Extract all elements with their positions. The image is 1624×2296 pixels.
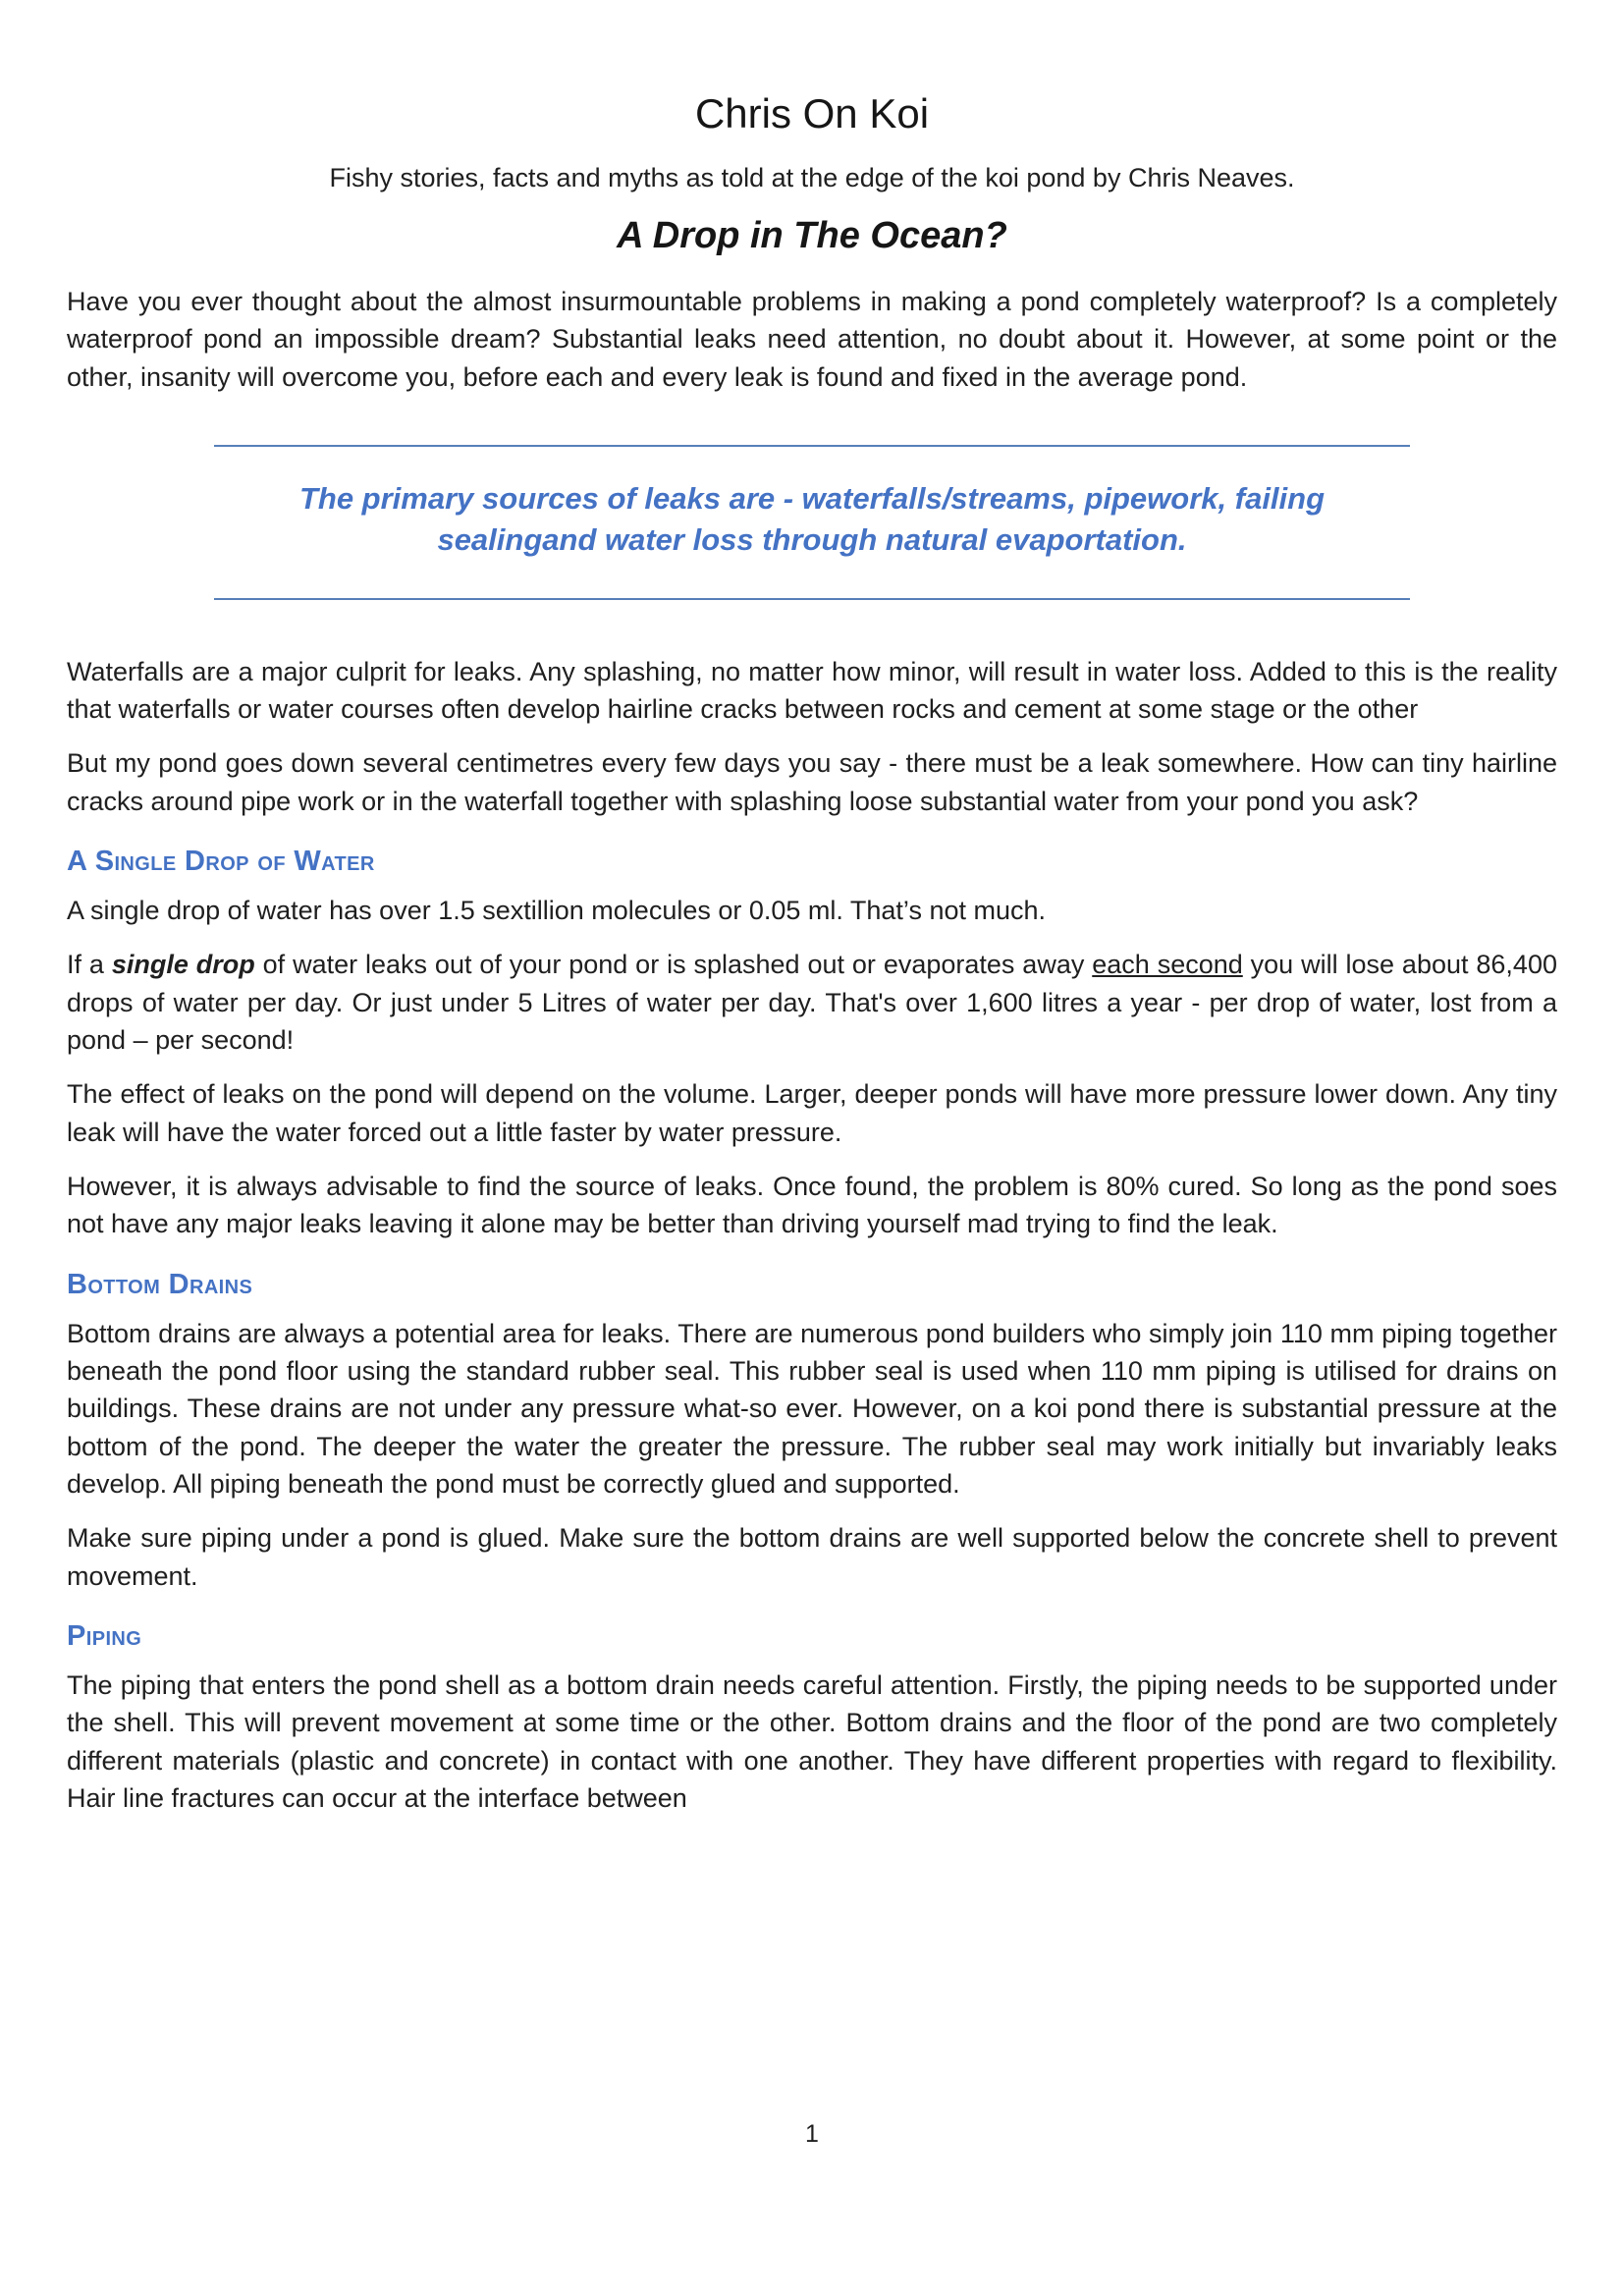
text-segment: If a bbox=[67, 950, 112, 980]
pull-quote-line-2: sealingand water loss through natural evaportation. bbox=[437, 521, 1187, 557]
paragraph-however-advisable: However, it is always advisable to find the source of leaks. Once found, the problem is 80% cured. So long as the pond soes not have any major leaks leaving it alone may be better than driving yourself mad trying to find the leak. bbox=[67, 1171, 1557, 1239]
bold-italic-segment: single drop bbox=[111, 950, 255, 980]
paragraph-if-single-drop bbox=[67, 946, 1557, 1059]
page-number: 1 bbox=[805, 2120, 819, 2148]
paragraph-make-sure: Make sure piping under a pond is glued. Make sure the bottom drains are well supported below the concrete shell to prevent movement. bbox=[67, 1523, 1557, 1591]
paragraph-but-my-pond: But my pond goes down several centimetres every few days you say - there must be a leak somewhere. How can tiny hairline cracks around pipe work or in the waterfall together with splashing loose substantial water from your pond you ask? bbox=[67, 748, 1557, 816]
text-segment: of water leaks out of your pond or is splashed out or evaporates away bbox=[254, 950, 1093, 980]
underlined-segment: each second bbox=[1092, 950, 1243, 980]
article-title: A Drop in The Ocean? bbox=[617, 215, 1007, 256]
page-title: Chris On Koi bbox=[694, 90, 930, 137]
section-heading-bottom-drains: Bottom Drains bbox=[67, 1268, 253, 1300]
paragraph-effect-of-leaks: The effect of leaks on the pond will depend on the volume. Larger, deeper ponds will have more pressure lower down. Any tiny leak will have the water forced out a little faster by water pressure. bbox=[67, 1079, 1557, 1147]
paragraph-piping: The piping that enters the pond shell as a bottom drain needs careful attention. Firstly, the piping needs to be supported under the shell. This will prevent movement at some time or the other. Bottom drains and the floor of the pond are two completely different materials (plastic and concrete) in contact with one another. They have different properties with regard to flexibility. Hair line fractures can occur at the interface between bbox=[67, 1669, 1557, 1813]
section-heading-single-drop: A Single Drop of Water bbox=[67, 845, 375, 877]
paragraph-intro: Have you ever thought about the almost insurmountable problems in making a pond completely waterproof? Is a completely waterproof pond an impossible dream? Substantial leaks need attention, no doubt about it. However, at some point or the other, insanity will overcome you, before each and every leak is found and fixed in the average pond. bbox=[67, 287, 1557, 392]
pull-quote-line-1: The primary sources of leaks are - waterfalls/streams, pipework, failing bbox=[298, 480, 1326, 516]
text-segment: you will lose about 86,400 drops of water per day. Or just under 5 Litres of water per day. That's over 1,600 litres a year - per drop of water, lost from a pond – per second! bbox=[67, 950, 1557, 1055]
paragraph-single-drop: A single drop of water has over 1.5 sextillion molecules or 0.05 ml. That’s not much. bbox=[67, 895, 1047, 925]
paragraph-bottom-drains: Bottom drains are always a potential area for leaks. There are numerous pond builders who simply join 110 mm piping together beneath the pond floor using the standard rubber seal. This rubber seal is used when 110 mm piping is utilised for drains on buildings. These drains are not under any pressure what-so ever. However, on a koi pond there is substantial pressure at the bottom of the pond. The deeper the water the greater the pressure. The rubber seal may work initially but invariably leaks develop. All piping beneath the pond must be correctly glued and supported. bbox=[67, 1318, 1557, 1499]
document-subtitle: Fishy stories, facts and myths as told at the edge of the koi pond by Chris Neaves. bbox=[329, 163, 1295, 192]
paragraph-waterfalls: Waterfalls are a major culprit for leaks. Any splashing, no matter how minor, will result in water loss. Added to this is the reality that waterfalls or water courses often develop hairline cracks between rocks and cement at some stage or the other bbox=[67, 656, 1557, 724]
section-heading-piping: Piping bbox=[67, 1619, 142, 1652]
pull-quote bbox=[214, 445, 1410, 600]
